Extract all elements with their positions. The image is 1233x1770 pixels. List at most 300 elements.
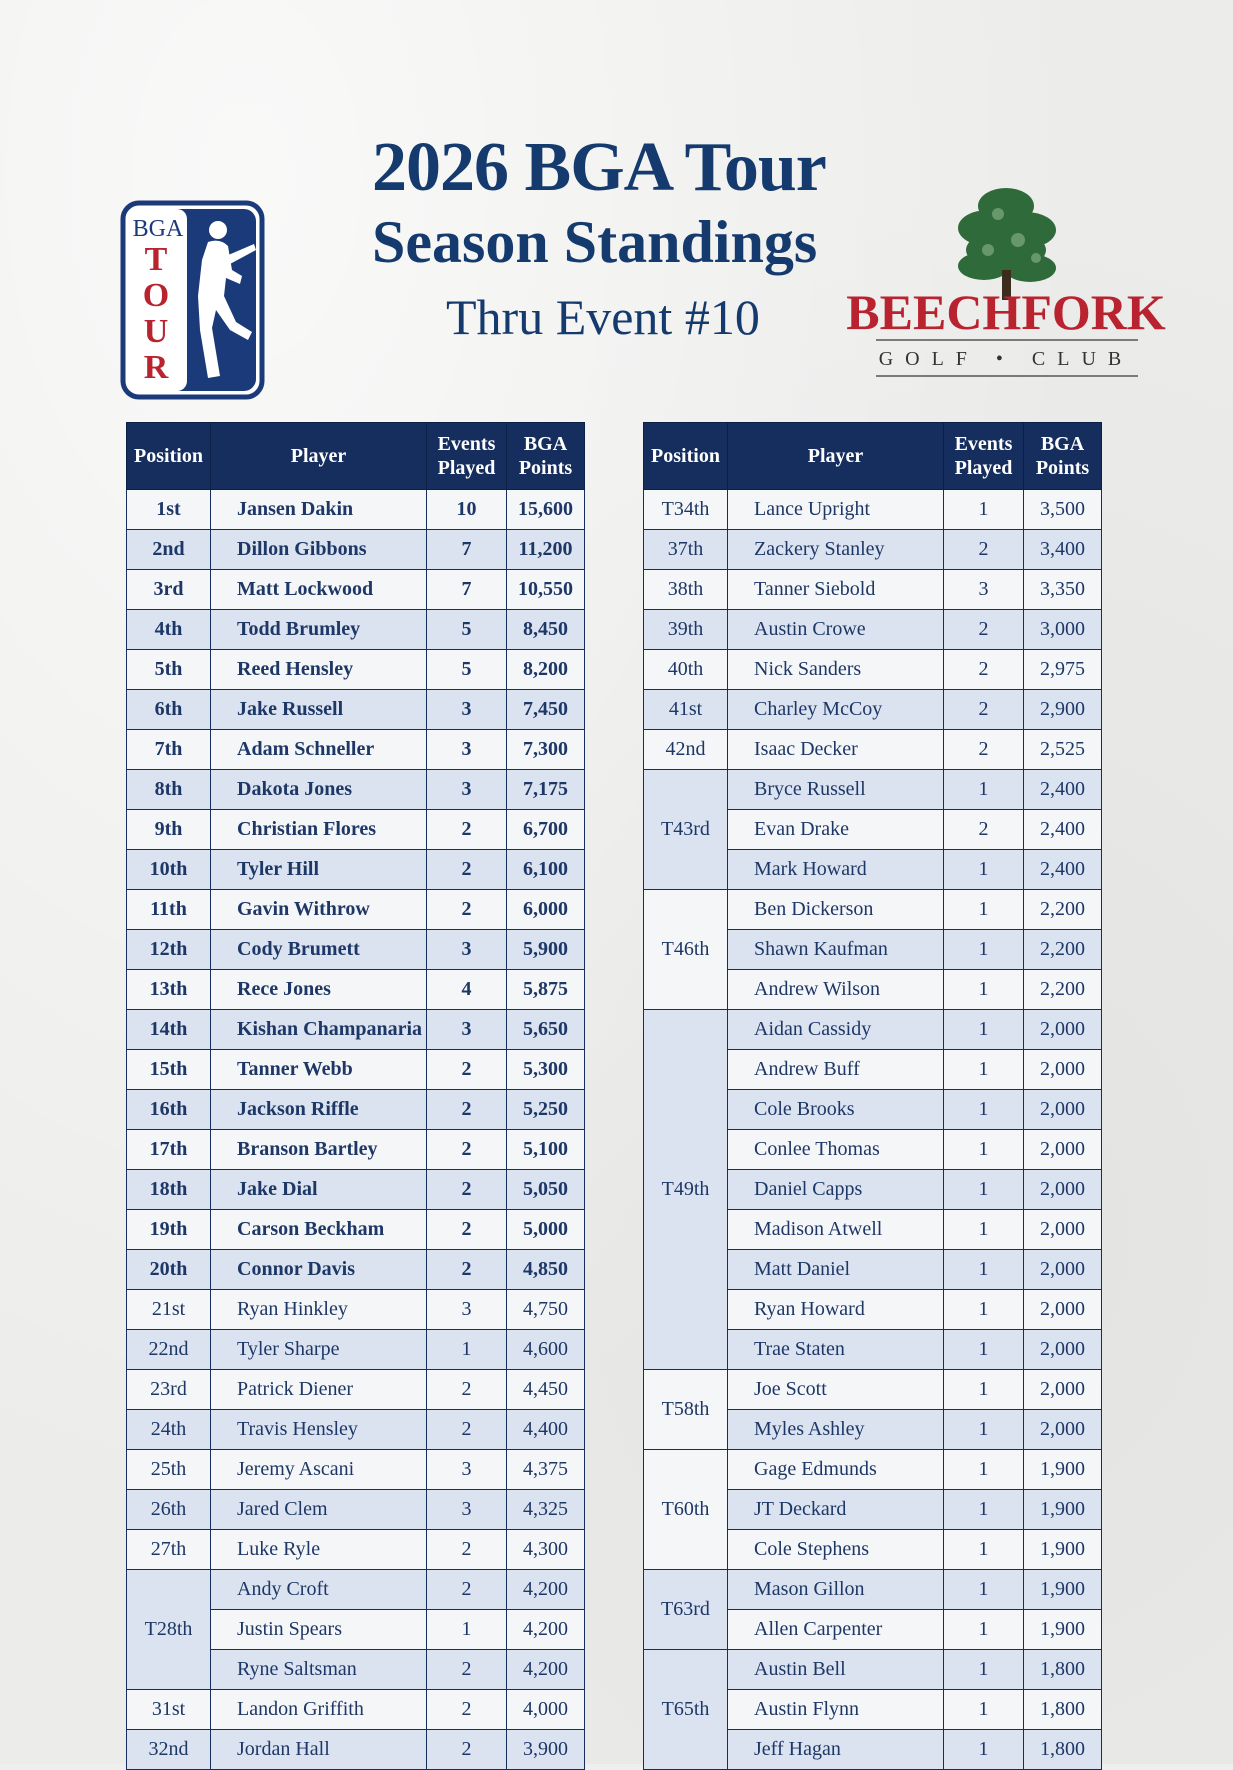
table-row — [127, 570, 585, 610]
cell-events-played: 1 — [944, 1290, 1024, 1330]
cell-player: Isaac Decker — [728, 730, 944, 770]
table-row — [127, 1530, 585, 1570]
cell-bga-points: 5,250 — [507, 1090, 585, 1130]
cell-bga-points: 5,050 — [507, 1170, 585, 1210]
cell-position: 41st — [644, 690, 728, 730]
cell-position: 4th — [127, 610, 211, 650]
cell-bga-points: 2,000 — [1024, 1010, 1102, 1050]
header-position: Position — [644, 423, 728, 490]
table-row — [127, 930, 585, 970]
cell-bga-points: 4,600 — [507, 1330, 585, 1370]
cell-events-played: 1 — [944, 1570, 1024, 1610]
cell-bga-points: 2,400 — [1024, 850, 1102, 890]
cell-player: Allen Carpenter — [728, 1610, 944, 1650]
cell-events-played: 3 — [427, 690, 507, 730]
table-row — [127, 1410, 585, 1450]
cell-events-played: 1 — [427, 1330, 507, 1370]
cell-bga-points: 15,600 — [507, 490, 585, 530]
cell-player: Joe Scott — [728, 1370, 944, 1410]
table-row — [127, 810, 585, 850]
cell-player: Ryne Saltsman — [211, 1650, 427, 1690]
cell-position: 12th — [127, 930, 211, 970]
table-row — [644, 690, 1102, 730]
table-row — [644, 610, 1102, 650]
cell-player: JT Deckard — [728, 1490, 944, 1530]
cell-player: Christian Flores — [211, 810, 427, 850]
cell-bga-points: 2,200 — [1024, 890, 1102, 930]
cell-events-played: 2 — [427, 1170, 507, 1210]
cell-player: Evan Drake — [728, 810, 944, 850]
cell-events-played: 2 — [944, 650, 1024, 690]
svg-text:GOLF • CLUB: GOLF • CLUB — [878, 348, 1134, 370]
cell-player: Reed Hensley — [211, 650, 427, 690]
cell-bga-points: 3,350 — [1024, 570, 1102, 610]
table-row — [644, 530, 1102, 570]
cell-bga-points: 2,000 — [1024, 1250, 1102, 1290]
table-row — [644, 650, 1102, 690]
cell-player: Gage Edmunds — [728, 1450, 944, 1490]
cell-position: 20th — [127, 1250, 211, 1290]
cell-events-played: 1 — [944, 1090, 1024, 1130]
cell-bga-points: 2,000 — [1024, 1370, 1102, 1410]
table-row — [644, 490, 1102, 530]
title-line-3: Thru Event #10 — [446, 289, 760, 345]
cell-position: 17th — [127, 1130, 211, 1170]
cell-player: Madison Atwell — [728, 1210, 944, 1250]
cell-bga-points: 2,000 — [1024, 1130, 1102, 1170]
cell-events-played: 2 — [944, 530, 1024, 570]
cell-player: Trae Staten — [728, 1330, 944, 1370]
cell-player: Dillon Gibbons — [211, 530, 427, 570]
cell-position: T58th — [644, 1370, 728, 1450]
cell-events-played: 3 — [427, 770, 507, 810]
cell-events-played: 4 — [427, 970, 507, 1010]
table-row — [127, 530, 585, 570]
table-row — [127, 490, 585, 530]
cell-events-played: 1 — [944, 1330, 1024, 1370]
cell-bga-points: 6,100 — [507, 850, 585, 890]
cell-bga-points: 1,900 — [1024, 1450, 1102, 1490]
cell-events-played: 1 — [944, 1130, 1024, 1170]
cell-position: 21st — [127, 1290, 211, 1330]
cell-bga-points: 4,300 — [507, 1530, 585, 1570]
cell-bga-points: 1,800 — [1024, 1730, 1102, 1770]
table-row — [644, 1650, 1102, 1690]
table-row — [127, 1010, 585, 1050]
cell-events-played: 3 — [427, 1010, 507, 1050]
table-row — [644, 1450, 1102, 1490]
cell-position: 31st — [127, 1690, 211, 1730]
table-row — [127, 1170, 585, 1210]
cell-player: Matt Lockwood — [211, 570, 427, 610]
table-row — [127, 610, 585, 650]
cell-position: T63rd — [644, 1570, 728, 1650]
cell-events-played: 3 — [944, 570, 1024, 610]
cell-position: 15th — [127, 1050, 211, 1090]
cell-bga-points: 3,000 — [1024, 610, 1102, 650]
cell-player: Austin Flynn — [728, 1690, 944, 1730]
cell-events-played: 1 — [944, 930, 1024, 970]
table-row — [644, 1570, 1102, 1610]
cell-events-played: 1 — [944, 1050, 1024, 1090]
cell-position: 13th — [127, 970, 211, 1010]
cell-events-played: 1 — [427, 1610, 507, 1650]
cell-bga-points: 2,000 — [1024, 1330, 1102, 1370]
table-row — [127, 1250, 585, 1290]
cell-player: Zackery Stanley — [728, 530, 944, 570]
cell-events-played: 1 — [944, 970, 1024, 1010]
cell-events-played: 1 — [944, 1730, 1024, 1770]
table-row — [127, 1490, 585, 1530]
cell-player: Kishan Champanaria — [211, 1010, 427, 1050]
cell-bga-points: 6,700 — [507, 810, 585, 850]
table-row — [644, 1010, 1102, 1050]
cell-bga-points: 2,525 — [1024, 730, 1102, 770]
cell-events-played: 2 — [944, 610, 1024, 650]
cell-position: 26th — [127, 1490, 211, 1530]
cell-player: Aidan Cassidy — [728, 1010, 944, 1050]
cell-player: Jeff Hagan — [728, 1730, 944, 1770]
cell-player: Andrew Buff — [728, 1050, 944, 1090]
cell-player: Tanner Siebold — [728, 570, 944, 610]
cell-events-played: 7 — [427, 530, 507, 570]
cell-position: 11th — [127, 890, 211, 930]
cell-position: 37th — [644, 530, 728, 570]
cell-player: Lance Upright — [728, 490, 944, 530]
cell-events-played: 3 — [427, 1490, 507, 1530]
cell-bga-points: 10,550 — [507, 570, 585, 610]
cell-player: Daniel Capps — [728, 1170, 944, 1210]
cell-bga-points: 8,450 — [507, 610, 585, 650]
cell-position: 39th — [644, 610, 728, 650]
beechfork-golf-club-logo — [846, 184, 1166, 380]
table-row — [127, 1090, 585, 1130]
cell-position: 8th — [127, 770, 211, 810]
cell-bga-points: 5,875 — [507, 970, 585, 1010]
cell-player: Jeremy Ascani — [211, 1450, 427, 1490]
cell-events-played: 1 — [944, 1250, 1024, 1290]
standings-table-right — [643, 422, 1102, 1770]
cell-bga-points: 4,000 — [507, 1690, 585, 1730]
table-row — [127, 1050, 585, 1090]
table-row — [127, 690, 585, 730]
cell-player: Jared Clem — [211, 1490, 427, 1530]
cell-position: 22nd — [127, 1330, 211, 1370]
cell-events-played: 1 — [944, 1690, 1024, 1730]
cell-player: Landon Griffith — [211, 1690, 427, 1730]
cell-player: Cole Stephens — [728, 1530, 944, 1570]
cell-player: Gavin Withrow — [211, 890, 427, 930]
cell-position: 27th — [127, 1530, 211, 1570]
cell-bga-points: 1,800 — [1024, 1690, 1102, 1730]
cell-position: 25th — [127, 1450, 211, 1490]
cell-events-played: 1 — [944, 1370, 1024, 1410]
cell-bga-points: 2,000 — [1024, 1170, 1102, 1210]
cell-position: 6th — [127, 690, 211, 730]
table-row — [127, 1370, 585, 1410]
cell-bga-points: 4,400 — [507, 1410, 585, 1450]
cell-position: T60th — [644, 1450, 728, 1570]
header-bga-points: BGA Points — [507, 423, 585, 490]
cell-player: Carson Beckham — [211, 1210, 427, 1250]
cell-player: Adam Schneller — [211, 730, 427, 770]
cell-events-played: 2 — [427, 1410, 507, 1450]
cell-events-played: 1 — [944, 1410, 1024, 1450]
cell-events-played: 3 — [427, 1450, 507, 1490]
cell-bga-points: 1,900 — [1024, 1490, 1102, 1530]
cell-player: Connor Davis — [211, 1250, 427, 1290]
cell-bga-points: 2,000 — [1024, 1410, 1102, 1450]
table-header-row — [127, 423, 585, 490]
cell-player: Matt Daniel — [728, 1250, 944, 1290]
cell-events-played: 10 — [427, 490, 507, 530]
cell-player: Cody Brumett — [211, 930, 427, 970]
cell-events-played: 1 — [944, 1010, 1024, 1050]
cell-events-played: 2 — [427, 1730, 507, 1770]
cell-position: 19th — [127, 1210, 211, 1250]
table-row — [127, 1730, 585, 1770]
cell-position: T46th — [644, 890, 728, 1010]
cell-player: Jansen Dakin — [211, 490, 427, 530]
cell-player: Ben Dickerson — [728, 890, 944, 930]
cell-player: Jackson Riffle — [211, 1090, 427, 1130]
cell-events-played: 2 — [427, 1130, 507, 1170]
cell-bga-points: 4,750 — [507, 1290, 585, 1330]
cell-events-played: 5 — [427, 610, 507, 650]
cell-bga-points: 2,200 — [1024, 970, 1102, 1010]
cell-player: Shawn Kaufman — [728, 930, 944, 970]
cell-events-played: 2 — [427, 810, 507, 850]
cell-bga-points: 2,400 — [1024, 810, 1102, 850]
cell-bga-points: 2,400 — [1024, 770, 1102, 810]
table-row — [127, 850, 585, 890]
cell-bga-points: 7,300 — [507, 730, 585, 770]
cell-bga-points: 8,200 — [507, 650, 585, 690]
cell-bga-points: 2,000 — [1024, 1210, 1102, 1250]
cell-bga-points: 4,325 — [507, 1490, 585, 1530]
cell-events-played: 2 — [944, 810, 1024, 850]
table-row — [127, 970, 585, 1010]
cell-position: 9th — [127, 810, 211, 850]
table-row — [127, 1210, 585, 1250]
cell-player: Tanner Webb — [211, 1050, 427, 1090]
cell-position: 3rd — [127, 570, 211, 610]
table-row — [644, 770, 1102, 810]
header-bga-points: BGA Points — [1024, 423, 1102, 490]
svg-text:BEECHFORK: BEECHFORK — [846, 284, 1166, 340]
cell-player: Luke Ryle — [211, 1530, 427, 1570]
cell-events-played: 2 — [427, 1090, 507, 1130]
cell-player: Mason Gillon — [728, 1570, 944, 1610]
table-row — [127, 1290, 585, 1330]
svg-text:BGA: BGA — [132, 216, 184, 242]
cell-bga-points: 2,000 — [1024, 1090, 1102, 1130]
cell-bga-points: 6,000 — [507, 890, 585, 930]
cell-events-played: 2 — [427, 1530, 507, 1570]
cell-bga-points: 1,800 — [1024, 1650, 1102, 1690]
svg-text:R: R — [143, 349, 169, 386]
header-player: Player — [728, 423, 944, 490]
cell-bga-points: 2,000 — [1024, 1050, 1102, 1090]
cell-player: Andrew Wilson — [728, 970, 944, 1010]
cell-bga-points: 2,975 — [1024, 650, 1102, 690]
cell-events-played: 1 — [944, 850, 1024, 890]
svg-text:O: O — [142, 277, 170, 314]
cell-events-played: 1 — [944, 490, 1024, 530]
cell-events-played: 5 — [427, 650, 507, 690]
cell-events-played: 3 — [427, 930, 507, 970]
table-row — [644, 570, 1102, 610]
cell-bga-points: 4,200 — [507, 1570, 585, 1610]
cell-position: 16th — [127, 1090, 211, 1130]
cell-bga-points: 1,900 — [1024, 1570, 1102, 1610]
cell-bga-points: 11,200 — [507, 530, 585, 570]
cell-player: Branson Bartley — [211, 1130, 427, 1170]
header-events-played: Events Played — [427, 423, 507, 490]
table-header-row — [644, 423, 1102, 490]
cell-events-played: 7 — [427, 570, 507, 610]
bga-tour-logo — [120, 200, 265, 400]
table-row — [644, 890, 1102, 930]
cell-position: 5th — [127, 650, 211, 690]
table-row — [127, 650, 585, 690]
cell-events-played: 2 — [427, 1690, 507, 1730]
cell-position: 1st — [127, 490, 211, 530]
cell-bga-points: 4,200 — [507, 1610, 585, 1650]
cell-bga-points: 3,500 — [1024, 490, 1102, 530]
title-line-1: 2026 BGA Tour — [372, 129, 826, 206]
cell-events-played: 2 — [944, 690, 1024, 730]
cell-player: Austin Crowe — [728, 610, 944, 650]
cell-events-played: 1 — [944, 1490, 1024, 1530]
cell-position: 10th — [127, 850, 211, 890]
cell-bga-points: 2,000 — [1024, 1290, 1102, 1330]
cell-player: Conlee Thomas — [728, 1130, 944, 1170]
cell-position: 23rd — [127, 1370, 211, 1410]
cell-events-played: 2 — [427, 1250, 507, 1290]
cell-bga-points: 7,175 — [507, 770, 585, 810]
svg-text:U: U — [143, 313, 169, 350]
table-row — [127, 770, 585, 810]
cell-bga-points: 3,400 — [1024, 530, 1102, 570]
cell-position: 24th — [127, 1410, 211, 1450]
cell-player: Mark Howard — [728, 850, 944, 890]
cell-bga-points: 7,450 — [507, 690, 585, 730]
cell-events-played: 1 — [944, 890, 1024, 930]
cell-bga-points: 1,900 — [1024, 1530, 1102, 1570]
cell-position: 42nd — [644, 730, 728, 770]
cell-bga-points: 5,900 — [507, 930, 585, 970]
table-row — [127, 890, 585, 930]
cell-bga-points: 4,850 — [507, 1250, 585, 1290]
cell-bga-points: 1,900 — [1024, 1610, 1102, 1650]
cell-player: Ryan Howard — [728, 1290, 944, 1330]
cell-bga-points: 5,000 — [507, 1210, 585, 1250]
table-row — [127, 1450, 585, 1490]
cell-position: 2nd — [127, 530, 211, 570]
table-row — [127, 730, 585, 770]
cell-player: Myles Ashley — [728, 1410, 944, 1450]
table-row — [127, 1130, 585, 1170]
standings-table-left — [126, 422, 585, 1770]
cell-bga-points: 3,900 — [507, 1730, 585, 1770]
cell-events-played: 2 — [944, 730, 1024, 770]
cell-bga-points: 2,200 — [1024, 930, 1102, 970]
cell-player: Tyler Sharpe — [211, 1330, 427, 1370]
cell-events-played: 2 — [427, 1370, 507, 1410]
cell-events-played: 3 — [427, 1290, 507, 1330]
cell-events-played: 1 — [944, 770, 1024, 810]
cell-player: Travis Hensley — [211, 1410, 427, 1450]
cell-events-played: 2 — [427, 1650, 507, 1690]
cell-player: Patrick Diener — [211, 1370, 427, 1410]
cell-player: Jake Dial — [211, 1170, 427, 1210]
cell-events-played: 2 — [427, 1050, 507, 1090]
cell-position: 40th — [644, 650, 728, 690]
header-player: Player — [211, 423, 427, 490]
cell-events-played: 1 — [944, 1610, 1024, 1650]
cell-events-played: 1 — [944, 1530, 1024, 1570]
cell-events-played: 2 — [427, 850, 507, 890]
cell-events-played: 1 — [944, 1210, 1024, 1250]
cell-bga-points: 5,300 — [507, 1050, 585, 1090]
cell-events-played: 2 — [427, 1570, 507, 1610]
header-position: Position — [127, 423, 211, 490]
cell-player: Jordan Hall — [211, 1730, 427, 1770]
title-line-2: Season Standings — [372, 209, 818, 275]
cell-position: 14th — [127, 1010, 211, 1050]
table-row — [127, 1570, 585, 1610]
cell-position: T28th — [127, 1570, 211, 1690]
svg-text:T: T — [144, 241, 168, 278]
table-row — [644, 730, 1102, 770]
cell-player: Rece Jones — [211, 970, 427, 1010]
cell-bga-points: 5,650 — [507, 1010, 585, 1050]
cell-position: T65th — [644, 1650, 728, 1770]
cell-player: Ryan Hinkley — [211, 1290, 427, 1330]
cell-events-played: 1 — [944, 1650, 1024, 1690]
cell-events-played: 1 — [944, 1450, 1024, 1490]
cell-player: Cole Brooks — [728, 1090, 944, 1130]
cell-player: Justin Spears — [211, 1610, 427, 1650]
cell-position: T49th — [644, 1010, 728, 1370]
header-events-played: Events Played — [944, 423, 1024, 490]
cell-bga-points: 4,450 — [507, 1370, 585, 1410]
cell-bga-points: 4,375 — [507, 1450, 585, 1490]
cell-bga-points: 4,200 — [507, 1650, 585, 1690]
cell-player: Dakota Jones — [211, 770, 427, 810]
cell-bga-points: 2,900 — [1024, 690, 1102, 730]
table-row — [127, 1330, 585, 1370]
cell-player: Jake Russell — [211, 690, 427, 730]
cell-position: 38th — [644, 570, 728, 610]
cell-position: 32nd — [127, 1730, 211, 1770]
cell-events-played: 3 — [427, 730, 507, 770]
cell-events-played: 2 — [427, 890, 507, 930]
cell-position: T43rd — [644, 770, 728, 890]
cell-position: 18th — [127, 1170, 211, 1210]
cell-bga-points: 5,100 — [507, 1130, 585, 1170]
table-row — [127, 1690, 585, 1730]
cell-player: Andy Croft — [211, 1570, 427, 1610]
cell-player: Tyler Hill — [211, 850, 427, 890]
cell-player: Bryce Russell — [728, 770, 944, 810]
table-row — [644, 1370, 1102, 1410]
cell-player: Todd Brumley — [211, 610, 427, 650]
cell-position: 7th — [127, 730, 211, 770]
cell-position: T34th — [644, 490, 728, 530]
cell-events-played: 2 — [427, 1210, 507, 1250]
